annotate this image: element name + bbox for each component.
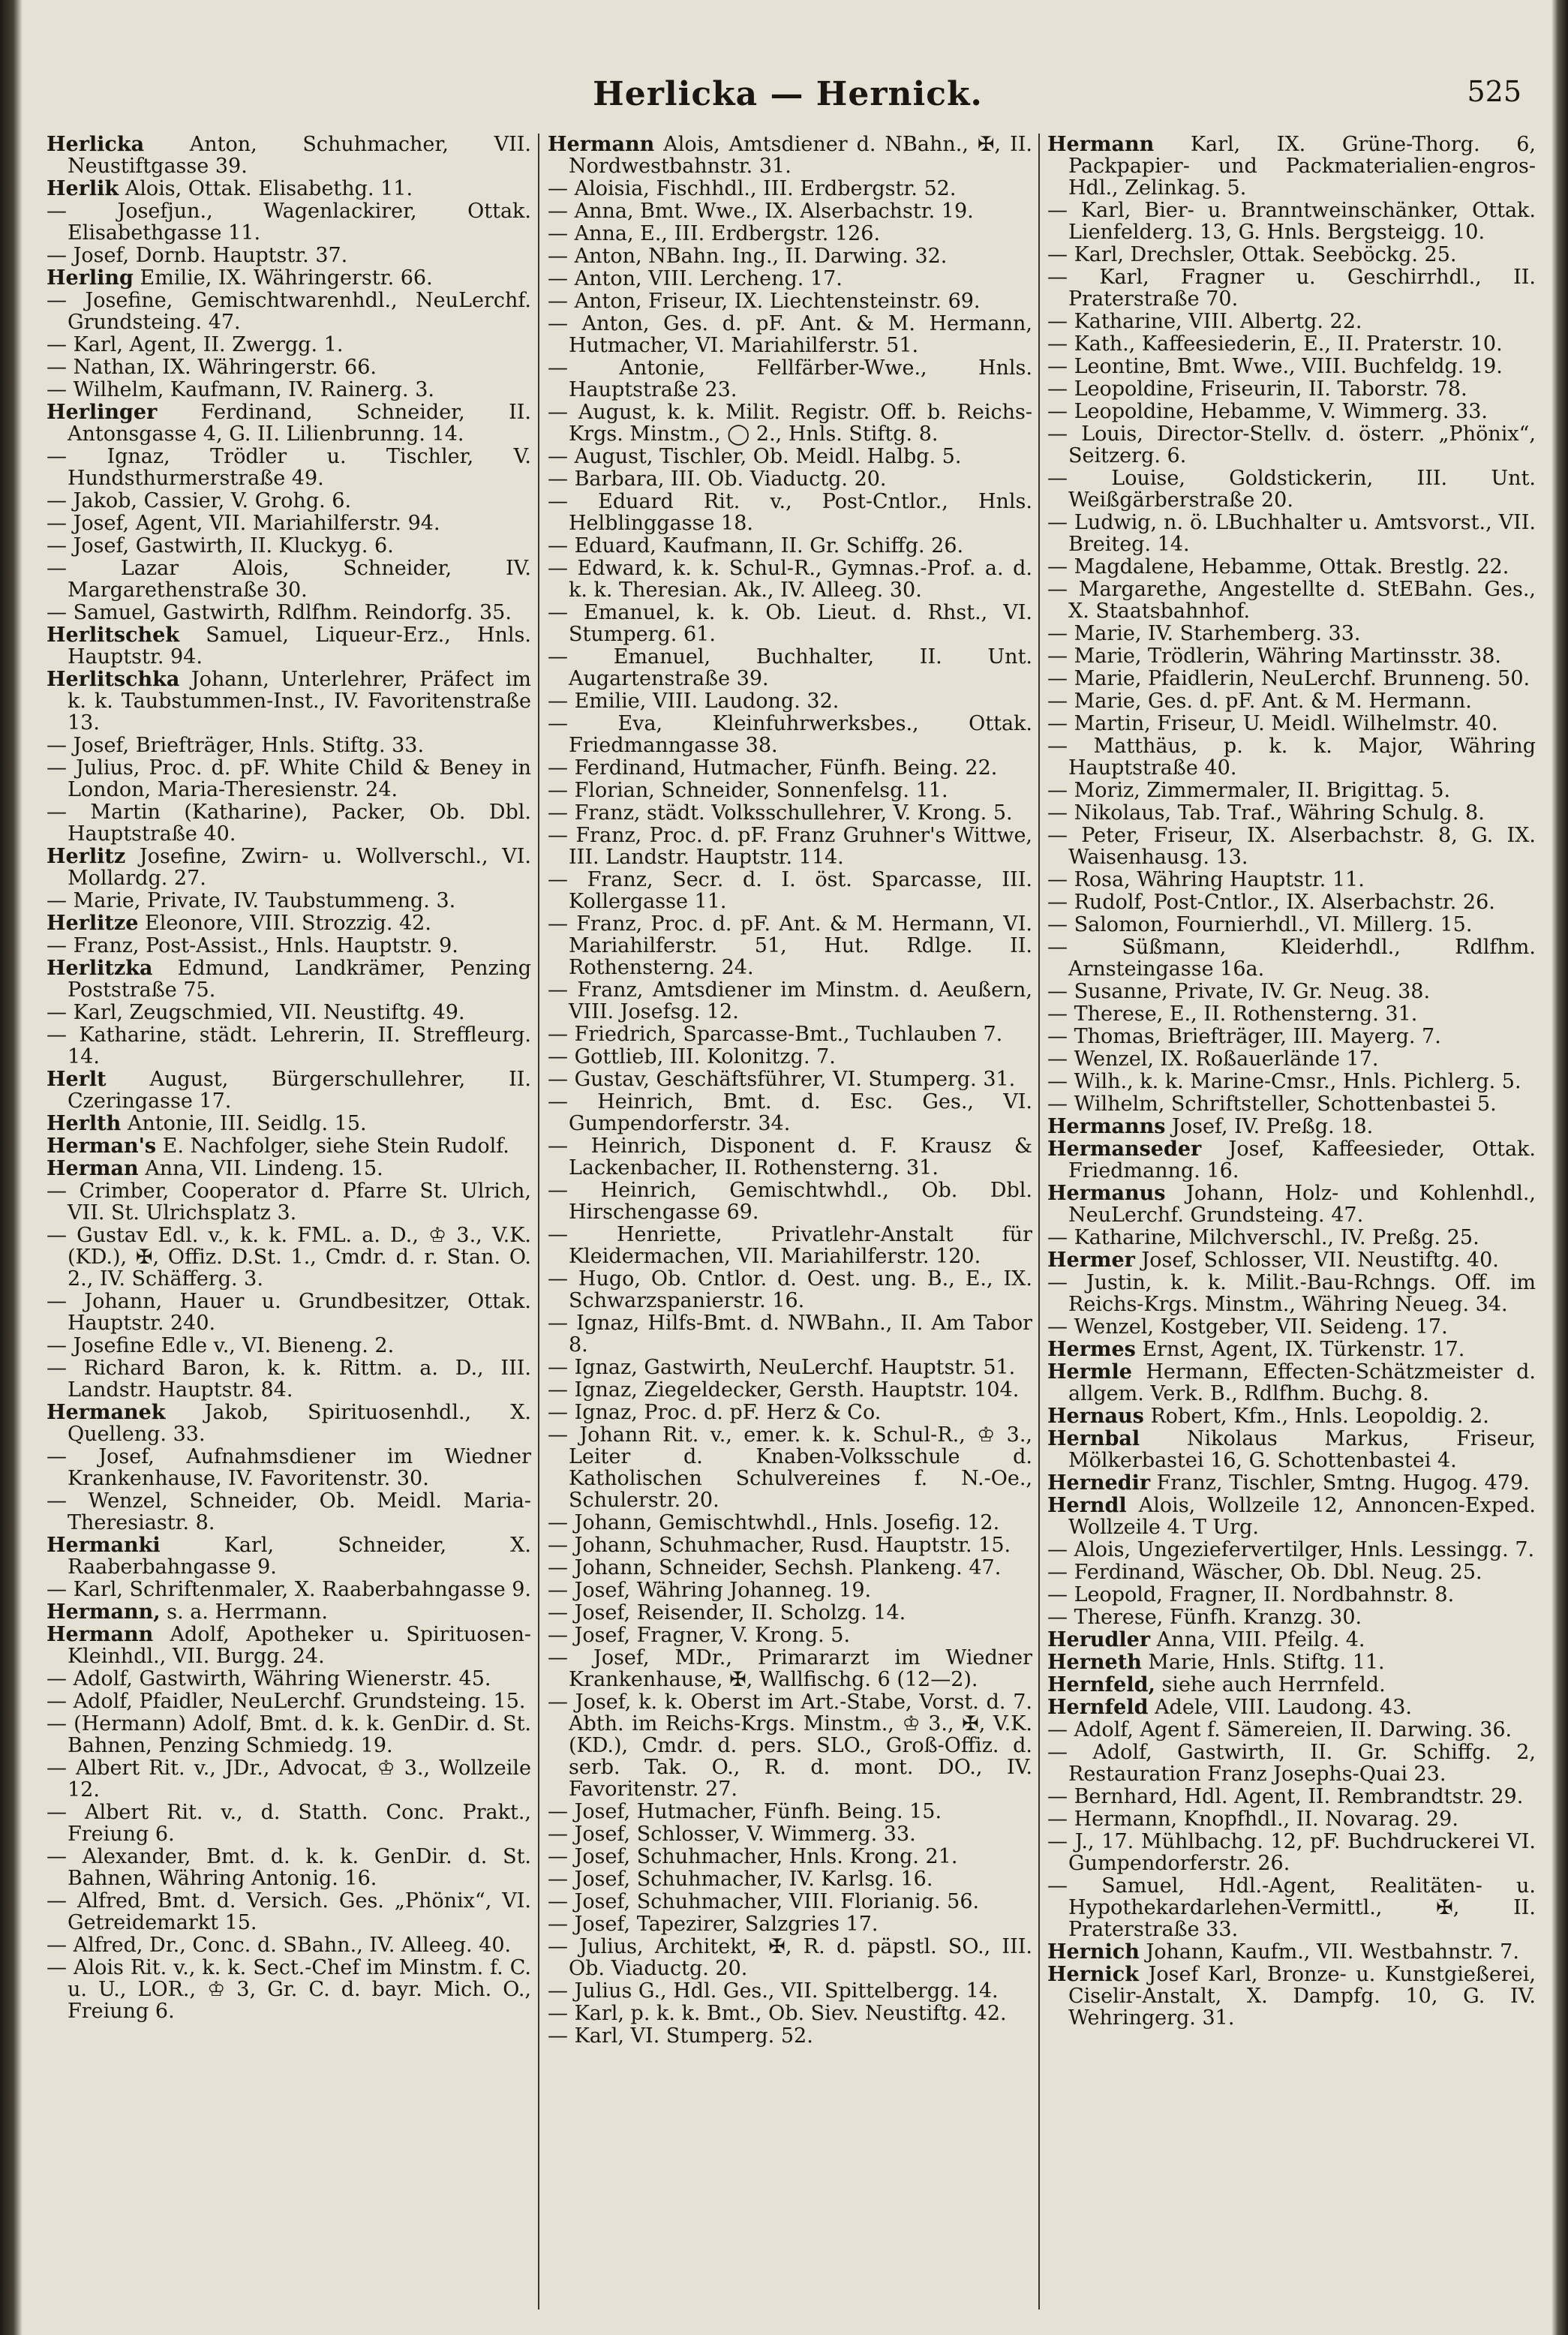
directory-entry: — Wenzel, Schneider, Ob. Meidl. Maria-Theresiastr. 8. [47,1489,531,1534]
directory-entry: — Leopold, Fragner, II. Nordbahnstr. 8. [1047,1583,1455,1606]
directory-entry: — Justin, k. k. Milit.-Bau-Rchngs. Off. im Reichs-Krgs. Minstm., Währing Neueg. 34. [1047,1271,1536,1316]
directory-entry: — Emanuel, k. k. Ob. Lieut. d. Rhst., VI. Stumperg. 61. [548,601,1032,646]
directory-entry: — Alfred, Dr., Conc. d. SBahn., IV. Alleeg. 40. [47,1934,512,1957]
directory-entry: — Josef, Fragner, V. Krong. 5. [548,1624,851,1647]
directory-entry: — Marie, Private, IV. Taubstummeng. 3. [47,889,456,912]
directory-entry: — Eva, Kleinfuhrwerksbes., Ottak. Friedmanngasse 38. [548,712,1032,757]
directory-entry: Herlitschka Johann, Unterlehrer, Präfect im k. k. Taubstummen-Inst., IV. Favoritenstraße 13. [47,668,531,735]
directory-entry: — Florian, Schneider, Sonnenfelsg. 11. [548,779,948,802]
directory-entry: — Richard Baron, k. k. Rittm. a. D., III. Landstr. Hauptstr. 84. [47,1357,531,1402]
directory-entry: — Franz, Proc. d. pF. Franz Gruhner's Wittwe, III. Landstr. Hauptstr. 114. [548,824,1032,869]
directory-entry: — Ignaz, Proc. d. pF. Herz & Co. [548,1401,882,1424]
directory-entry: Hermanseder Josef, Kaffeesieder, Ottak. Friedmanng. 16. [1047,1137,1536,1183]
directory-entry: Herlth Antonie, III. Seidlg. 15. [47,1112,367,1135]
directory-entry: — Moriz, Zimmermaler, II. Brigittag. 5. [1047,779,1451,802]
directory-entry: — Alois Rit. v., k. k. Sect.-Chef im Minstm. f. C. u. U., LOR., ♔ 3, Gr. C. d. bayr. Mich. O., Freiung 6. [47,1956,531,2023]
directory-entry: — Matthäus, p. k. k. Major, Währing Hauptstraße 40. [1047,735,1536,780]
directory-entry: Herman's E. Nachfolger, siehe Stein Rudolf. [47,1134,509,1158]
directory-entry: — Susanne, Private, IV. Gr. Neug. 38. [1047,980,1431,1003]
column-divider [538,134,539,2309]
directory-entry: — Franz, Amtsdiener im Minstm. d. Aeußern, VIII. Josefsg. 12. [548,978,1032,1023]
directory-entry: Herneth Marie, Hnls. Stiftg. 11. [1047,1651,1385,1674]
directory-entry: — Josef, Dornb. Hauptstr. 37. [47,244,348,267]
directory-entry: — Wilhelm, Schriftsteller, Schottenbastei 5. [1047,1092,1497,1116]
directory-entry: Herndl Alois, Wollzeile 12, Annoncen-Exped. Wollzeile 4. T Urg. [1047,1494,1536,1539]
directory-entry: Hernfeld, siehe auch Herrnfeld. [1047,1673,1386,1696]
directory-entry: — Samuel, Hdl.-Agent, Realitäten- u. Hypothekardarlehen-Vermittl., ✠, II. Praterstraße 33. [1047,1874,1536,1941]
directory-entry: Hermanus Johann, Holz- und Kohlenhdl., NeuLerchf. Grundsteing. 47. [1047,1182,1536,1227]
directory-entry: Hermanki Karl, Schneider, X. Raaberbahngasse 9. [47,1534,531,1579]
directory-entry: Herlinger Ferdinand, Schneider, II. Antonsgasse 4, G. II. Lilienbrunng. 14. [47,401,531,446]
directory-entry: — Ludwig, n. ö. LBuchhalter u. Amtsvorst., VII. Breiteg. 14. [1047,511,1536,556]
directory-entry: — Karl, Schriftenmaler, X. Raaberbahngasse 9. [47,1578,531,1601]
directory-entry: — Crimber, Cooperator d. Pfarre St. Ulrich, VII. St. Ulrichsplatz 3. [47,1180,531,1225]
directory-entry: — Anna, Bmt. Wwe., IX. Alserbachstr. 19. [548,200,974,223]
directory-entry: — Magdalene, Hebamme, Ottak. Brestlg. 22. [1047,555,1509,578]
directory-entry: — Marie, Trödlerin, Währing Martinsstr. 38. [1047,645,1501,668]
directory-entry: — Louise, Goldstickerin, III. Unt. Weißgärberstraße 20. [1047,467,1536,512]
directory-entry: — Alfred, Bmt. d. Versich. Ges. „Phönix“, VI. Getreidemarkt 15. [47,1889,531,1934]
directory-entry: Hernick Josef Karl, Bronze- u. Kunstgießerei, Ciselir-Anstalt, X. Dampfg. 10, G. IV. Wehringerg. 31. [1047,1963,1536,2030]
directory-entry: — Heinrich, Bmt. d. Esc. Ges., VI. Gumpendorferstr. 34. [548,1090,1032,1135]
column-divider [1038,134,1040,2309]
directory-entry: — Julius, Proc. d. pF. White Child & Beney in London, Maria-Theresienstr. 24. [47,756,531,801]
directory-entry: — Ignaz, Hilfs-Bmt. d. NWBahn., II. Am Tabor 8. [548,1312,1032,1357]
directory-entry: Hermann Karl, IX. Grüne-Thorg. 6, Packpapier- und Packmaterialien-engros-Hdl., Zelinkag. 5. [1047,134,1536,200]
directory-entry: — Josef, Währing Johanneg. 19. [548,1579,872,1602]
directory-entry: — Anton, NBahn. Ing., II. Darwing. 32. [548,245,948,268]
directory-entry: — Franz, städt. Volksschullehrer, V. Krong. 5. [548,801,1013,825]
directory-entry: — Nikolaus, Tab. Traf., Währing Schulg. 8. [1047,801,1485,825]
page-title: Herlicka — Hernick. [593,75,983,113]
directory-entry: — Josefine, Gemischtwarenhdl., NeuLerchf. Grundsteing. 47. [47,289,531,334]
page-header [45,69,1530,122]
directory-entry: — (Hermann) Adolf, Bmt. d. k. k. GenDir. d. St. Bahnen, Penzing Schmiedg. 19. [47,1712,531,1757]
directory-entry: Herlik Alois, Ottak. Elisabethg. 11. [47,177,413,200]
directory-entry: — Jakob, Cassier, V. Grohg. 6. [47,489,352,512]
directory-entry: Herman Anna, VII. Lindeng. 15. [47,1157,383,1180]
directory-entry: — Therese, Fünfh. Kranzg. 30. [1047,1606,1362,1629]
directory-entry: — Heinrich, Disponent d. F. Krausz & Lackenbacher, II. Rothensterng. 31. [548,1134,1032,1180]
directory-entry: — Josef, Aufnahmsdiener im Wiedner Krankenhause, IV. Favoritenstr. 30. [47,1445,531,1490]
directory-entry: Hernich Johann, Kaufm., VII. Westbahnstr. 7. [1047,1940,1519,1964]
directory-entry: — Heinrich, Gemischtwhdl., Ob. Dbl. Hirschengasse 69. [548,1179,1032,1224]
directory-entry: — Aloisia, Fischhdl., III. Erdbergstr. 52. [548,177,957,200]
directory-entry: Herlicka Anton, Schuhmacher, VII. Neustiftgasse 39. [47,134,531,178]
directory-entry: — Ignaz, Gastwirth, NeuLerchf. Hauptstr. 51. [548,1356,1016,1379]
directory-entry: — Katharine, Milchverschl., IV. Preßg. 25. [1047,1226,1479,1249]
directory-entry: — Leontine, Bmt. Wwe., VIII. Buchfeldg. 19. [1047,355,1503,378]
directory-entry: — Alexander, Bmt. d. k. k. GenDir. d. St. Bahnen, Währing Antonig. 16. [47,1845,531,1890]
directory-entry: — Johann, Schuhmacher, Rusd. Hauptstr. 15. [548,1534,1011,1557]
directory-entry: — Friedrich, Sparcasse-Bmt., Tuchlauben 7. [548,1023,1003,1046]
directory-entry: — Rudolf, Post-Cntlor., IX. Alserbachstr. 26. [1047,891,1495,914]
directory-entry: Hermanek Jakob, Spirituosenhdl., X. Quelleng. 33. [47,1401,531,1446]
directory-entry: — Marie, Ges. d. pF. Ant. & M. Hermann. [1047,690,1472,713]
directory-entry: — Albert Rit. v., JDr., Advocat, ♔ 3., Wollzeile 12. [47,1757,531,1802]
directory-entry: — Franz, Secr. d. I. öst. Sparcasse, III. Kollergasse 11. [548,868,1032,913]
directory-entry: — Wenzel, IX. Roßauerlände 17. [1047,1047,1379,1071]
directory-entry: Hermes Ernst, Agent, IX. Türkenstr. 17. [1047,1338,1465,1361]
directory-entry: Hermann, s. a. Herrmann. [47,1600,328,1624]
directory-entry: — Salomon, Fournierhdl., VI. Millerg. 15. [1047,913,1473,936]
directory-entry: — Emilie, VIII. Laudong. 32. [548,690,840,713]
directory-entry: — Wilh., k. k. Marine-Cmsr., Hnls. Pichlerg. 5. [1047,1070,1521,1093]
directory-entry: — Julius G., Hdl. Ges., VII. Spittelbergg. 14. [548,1979,999,2003]
directory-entry: — Samuel, Gastwirth, Rdlfhm. Reindorfg. 35. [47,601,512,624]
directory-entry: — Ferdinand, Hutmacher, Fünfh. Being. 22. [548,756,998,780]
directory-entry: — Ferdinand, Wäscher, Ob. Dbl. Neug. 25. [1047,1561,1482,1584]
directory-entry: — Josef, Tapezirer, Salzgries 17. [548,1913,879,1936]
directory-entry: — Katharine, städt. Lehrerin, II. Streffleurg. 14. [47,1023,531,1068]
directory-entry: — Ignaz, Trödler u. Tischler, V. Hundsthurmerstraße 49. [47,445,531,490]
column-1 [47,134,531,2317]
directory-entry: Herlitzka Edmund, Landkrämer, Penzing Poststraße 75. [47,957,531,1002]
directory-entry: — Josef, Hutmacher, Fünfh. Being. 15. [548,1800,942,1823]
directory-entry: — Eduard Rit. v., Post-Cntlor., Hnls. Helblinggasse 18. [548,490,1032,535]
directory-entry: — Anton, VIII. Lercheng. 17. [548,267,843,290]
directory-entry: — Josef, Gastwirth, II. Kluckyg. 6. [47,534,394,557]
directory-entry: — Adolf, Pfaidler, NeuLerchf. Grundsteing. 15. [47,1690,526,1713]
directory-entry: — Josef, Reisender, II. Scholzg. 14. [548,1601,906,1624]
directory-entry: — Anna, E., III. Erdbergstr. 126. [548,222,881,245]
directory-entry: — Albert Rit. v., d. Statth. Conc. Prakt., Freiung 6. [47,1801,531,1846]
directory-columns [47,134,1536,2317]
directory-entry: — Rosa, Währing Hauptstr. 11. [1047,868,1365,891]
directory-entry: — Adolf, Agent f. Sämereien, II. Darwing. 36. [1047,1718,1512,1741]
directory-entry: Hernfeld Adele, VIII. Laudong. 43. [1047,1696,1412,1719]
directory-entry: — Martin (Katharine), Packer, Ob. Dbl. Hauptstraße 40. [47,801,531,846]
directory-entry: — Therese, E., II. Rothensterng. 31. [1047,1002,1418,1026]
directory-entry: — Gottlieb, III. Kolonitzg. 7. [548,1045,836,1068]
directory-entry: — Marie, IV. Starhemberg. 33. [1047,622,1361,645]
directory-entry: — Katharine, VIII. Albertg. 22. [1047,310,1362,333]
directory-entry: — Margarethe, Angestellte d. StEBahn. Ges., X. Staatsbahnhof. [1047,578,1536,623]
directory-entry: — Ignaz, Ziegeldecker, Gersth. Hauptstr. 104. [548,1378,1020,1402]
directory-entry: — Julius, Architekt, ✠, R. d. päpstl. SO., III. Ob. Viaductg. 20. [548,1935,1032,1980]
directory-entry: — Gustav Edl. v., k. k. FML. a. D., ♔ 3., V.K. (KD.), ✠, Offiz. D.St. 1., Cmdr. d. r. Stan. O. 2., IV. Schäfferg. 3. [47,1224,531,1291]
directory-entry: — Karl, Fragner u. Geschirrhdl., II. Praterstraße 70. [1047,266,1536,311]
directory-entry: — Adolf, Gastwirth, Währing Wienerstr. 45. [47,1667,491,1690]
directory-entry: — Emanuel, Buchhalter, II. Unt. Augartenstraße 39. [548,645,1032,690]
directory-entry: — August, k. k. Milit. Registr. Off. b. Reichs-Krgs. Minstm., ◯ 2., Hnls. Stiftg. 8. [548,401,1032,446]
directory-entry: — Alois, Ungeziefervertilger, Hnls. Lessingg. 7. [1047,1538,1535,1561]
directory-entry: — Anton, Ges. d. pF. Ant. & M. Hermann, Hutmacher, VI. Mariahilferstr. 51. [548,312,1032,357]
directory-entry: — Antonie, Fellfärber-Wwe., Hnls. Hauptstraße 23. [548,356,1032,401]
directory-entry: Herlitschek Samuel, Liqueur-Erz., Hnls. Hauptstr. 94. [47,624,531,669]
directory-entry: — Johann, Hauer u. Grundbesitzer, Ottak. Hauptstr. 240. [47,1290,531,1335]
directory-entry: — Johann, Gemischtwhdl., Hnls. Josefig. 12. [548,1511,1000,1534]
directory-entry: — Peter, Friseur, IX. Alserbachstr. 8, G. IX. Waisenhausg. 13. [1047,824,1536,869]
directory-entry: — Hermann, Knopfhdl., II. Novarag. 29. [1047,1808,1458,1831]
directory-entry: — Wilhelm, Kaufmann, IV. Rainerg. 3. [47,378,434,401]
directory-entry: — Adolf, Gastwirth, II. Gr. Schiffg. 2, Restauration Franz Josephs-Quai 23. [1047,1741,1536,1786]
directory-entry: — Anton, Friseur, IX. Liechtensteinstr. 69. [548,290,981,313]
directory-entry: — Franz, Proc. d. pF. Ant. & M. Hermann, VI. Mariahilferstr. 51, Hut. Rdlge. II. Rothensterng. 24. [548,912,1032,979]
directory-entry: — Leopoldine, Hebamme, V. Wimmerg. 33. [1047,400,1488,423]
column-3 [1047,134,1536,2317]
directory-entry: Hernbal Nikolaus Markus, Friseur, Mölkerbastei 16, G. Schottenbastei 4. [1047,1427,1536,1472]
directory-entry: Hernedir Franz, Tischler, Smtng. Hugog. 479. [1047,1471,1530,1495]
directory-entry: — Karl, p. k. k. Bmt., Ob. Siev. Neustiftg. 42. [548,2002,1007,2025]
directory-entry: — Edward, k. k. Schul-R., Gymnas.-Prof. a. d. k. k. Theresian. Ak., IV. Alleeg. 30. [548,557,1032,602]
directory-entry: — Johann Rit. v., emer. k. k. Schul-R., ♔ 3., Leiter d. Knaben-Volksschule d. Katholischen Schulvereines f. N.-Oe., Schulerstr. 20. [548,1423,1032,1512]
directory-entry: — Karl, Bier- u. Branntweinschänker, Ottak. Lienfelderg. 13, G. Hnls. Bergsteigg. 10. [1047,199,1536,244]
directory-entry: — Franz, Post-Assist., Hnls. Hauptstr. 9. [47,934,458,957]
directory-entry: — Josef, Schuhmacher, IV. Karlsg. 16. [548,1868,933,1891]
directory-entry: Hermer Josef, Schlosser, VII. Neustiftg. 40. [1047,1249,1499,1272]
page-number: 525 [1467,75,1521,108]
directory-entry: — Kath., Kaffeesiederin, E., II. Praterstr. 10. [1047,332,1503,356]
directory-entry: — Josef, k. k. Oberst im Art.-Stabe, Vorst. d. 7. Abth. im Reichs-Krgs. Minstm., ♔ 3., ✠, V.K. (KD.), Cmdr. d. pers. SLO., Groß-Offiz. d. serb. Tak. O., R. d. mont. DO., IV. Favoritenstr. 27. [548,1690,1032,1801]
directory-entry: — Josef, Schuhmacher, Hnls. Krong. 21. [548,1845,958,1868]
directory-entry: — Lazar Alois, Schneider, IV. Margarethenstraße 30. [47,557,531,602]
directory-entry: — Wenzel, Kostgeber, VII. Seideng. 17. [1047,1315,1448,1339]
directory-entry: — Leopoldine, Friseurin, II. Taborstr. 78. [1047,377,1467,401]
directory-entry: — Josef, Schlosser, V. Wimmerg. 33. [548,1823,916,1846]
directory-entry: — Hugo, Ob. Cntlor. d. Oest. ung. B., E., IX. Schwarzspanierstr. 16. [548,1267,1032,1312]
directory-entry: — Karl, VI. Stumperg. 52. [548,2024,813,2048]
directory-entry: — Henriette, Privatlehr-Anstalt für Kleidermachen, VII. Mariahilferstr. 120. [548,1223,1032,1268]
directory-entry: — Marie, Pfaidlerin, NeuLerchf. Brunneng. 50. [1047,667,1530,690]
directory-entry: — Louis, Director-Stellv. d. österr. „Phönix“, Seitzerg. 6. [1047,422,1536,467]
column-2 [548,134,1032,2317]
directory-entry: — August, Tischler, Ob. Meidl. Halbg. 5. [548,445,962,468]
directory-entry: Herudler Anna, VIII. Pfeilg. 4. [1047,1628,1365,1651]
directory-entry: — Karl, Zeugschmied, VII. Neustiftg. 49. [47,1001,465,1024]
directory-entry: Herlt August, Bürgerschullehrer, II. Czeringasse 17. [47,1068,531,1113]
directory-entry: — Nathan, IX. Währingerstr. 66. [47,356,377,379]
directory-entry: — Johann, Schneider, Sechsh. Plankeng. 47. [548,1556,1002,1579]
directory-entry: Herlitze Eleonore, VIII. Strozzig. 42. [47,912,431,935]
directory-entry: — Süßmann, Kleiderhdl., Rdlfhm. Arnsteingasse 16a. [1047,936,1536,981]
directory-entry: — Josef, Agent, VII. Mariahilferstr. 94. [47,512,440,535]
directory-entry: — Josef, Briefträger, Hnls. Stiftg. 33. [47,734,425,757]
directory-entry: — Barbara, III. Ob. Viaductg. 20. [548,467,887,491]
directory-entry: — Bernhard, Hdl. Agent, II. Rembrandtstr. 29. [1047,1785,1524,1808]
directory-entry: — Gustav, Geschäftsführer, VI. Stumperg. 31. [548,1068,1016,1091]
directory-entry: Hermann Alois, Amtsdiener d. NBahn., ✠, II. Nordwestbahnstr. 31. [548,134,1032,178]
directory-entry: Hermanns Josef, IV. Preßg. 18. [1047,1115,1374,1138]
directory-entry: Herlitz Josefine, Zwirn- u. Wollverschl., VI. Mollardg. 27. [47,845,531,890]
directory-entry: Hermle Hermann, Effecten-Schätzmeister d. allgem. Verk. B., Rdlfhm. Buchg. 8. [1047,1360,1536,1405]
directory-entry: — Martin, Friseur, U. Meidl. Wilhelmstr. 40. [1047,712,1498,735]
directory-entry: — J., 17. Mühlbachg. 12, pF. Buchdruckerei VI. Gumpendorferstr. 26. [1047,1830,1536,1875]
directory-entry: — Thomas, Briefträger, III. Mayerg. 7. [1047,1025,1441,1048]
directory-entry: Hernaus Robert, Kfm., Hnls. Leopoldig. 2. [1047,1405,1489,1428]
directory-entry: — Josefjun., Wagenlackirer, Ottak. Elisabethgasse 11. [47,200,531,245]
directory-entry: — Josef, Schuhmacher, VIII. Florianig. 56. [548,1890,980,1913]
directory-entry: — Josef, MDr., Primararzt im Wiedner Krankenhause, ✠, Wallfischg. 6 (12—2). [548,1646,1032,1691]
directory-entry: — Karl, Agent, II. Zwergg. 1. [47,333,344,356]
directory-entry: — Eduard, Kaufmann, II. Gr. Schiffg. 26. [548,534,964,557]
directory-entry: — Karl, Drechsler, Ottak. Seeböckg. 25. [1047,243,1457,266]
directory-entry: — Josefine Edle v., VI. Bieneng. 2. [47,1334,395,1357]
directory-entry: Herling Emilie, IX. Währingerstr. 66. [47,266,433,290]
directory-entry: Hermann Adolf, Apotheker u. Spirituosen-Kleinhdl., VII. Burgg. 24. [47,1623,531,1668]
